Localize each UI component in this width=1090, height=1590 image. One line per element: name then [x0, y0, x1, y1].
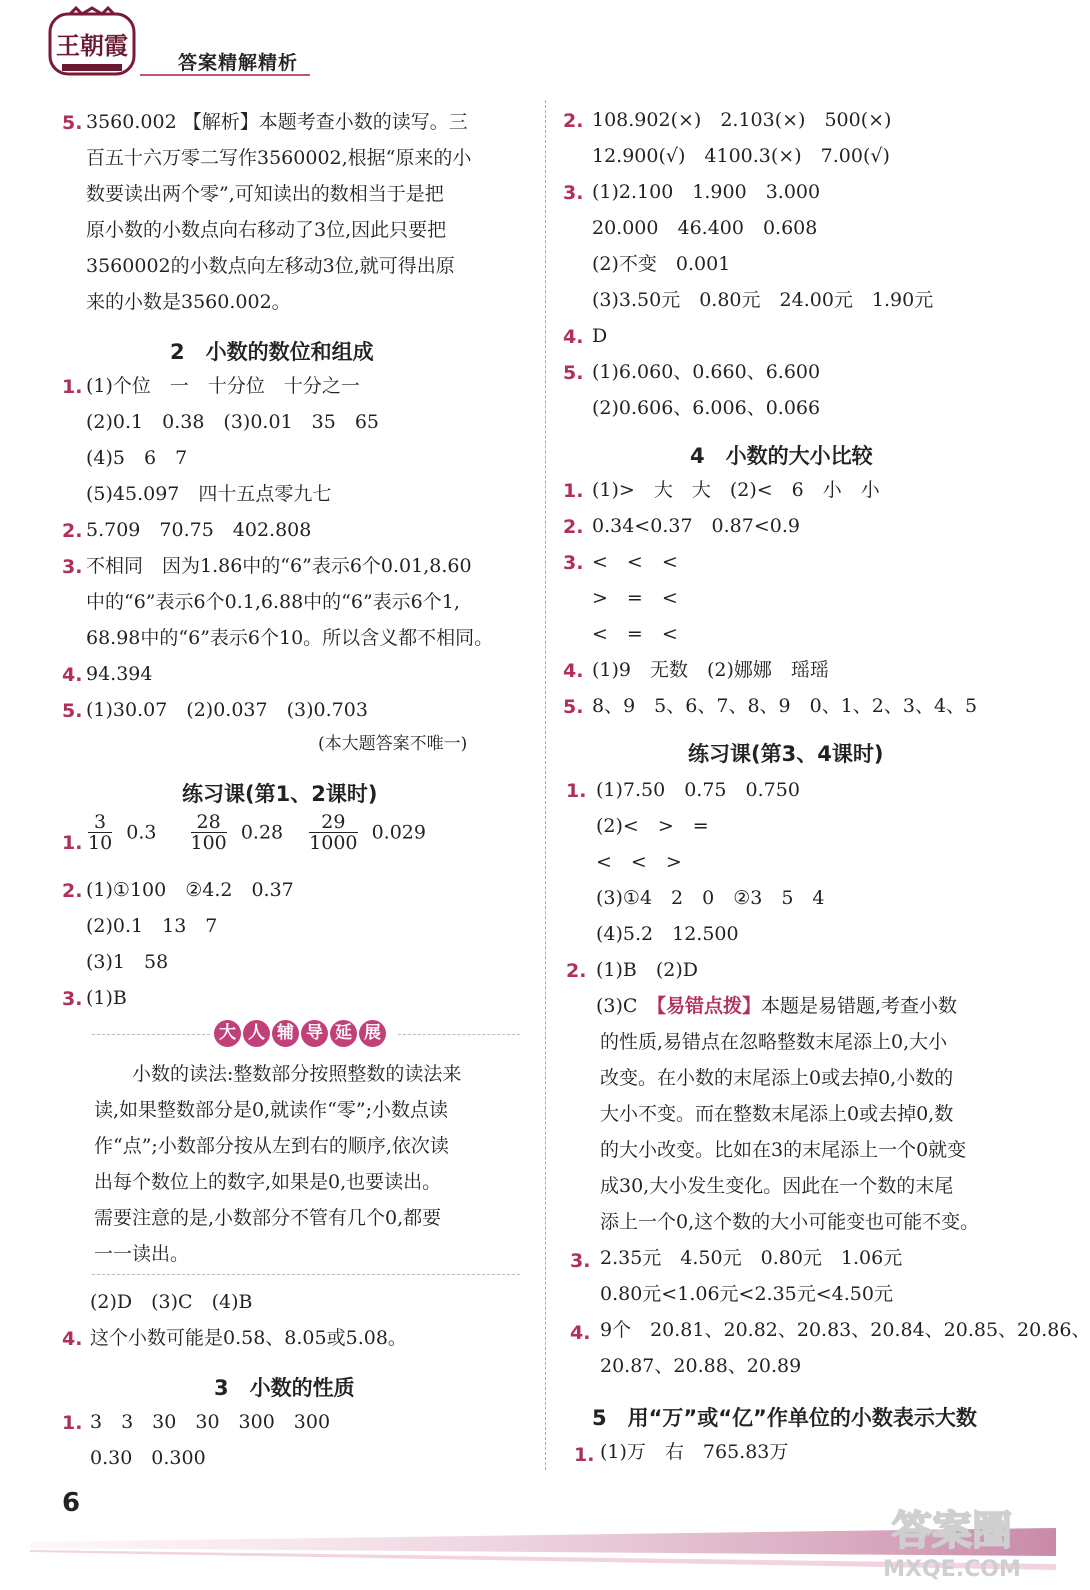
- answer-line: (1)B (2)D: [596, 959, 699, 981]
- answer-line: 原小数的小数点向右移动了3位,因此只要把: [86, 219, 447, 241]
- question-number: 2.: [62, 520, 83, 542]
- question-number: 3.: [62, 556, 83, 578]
- answer-line: (2)0.1 0.38 (3)0.01 35 65: [86, 411, 380, 433]
- publisher-logo: [48, 10, 136, 78]
- answer-text: 3560.002 【解析】本题考查小数的读写。三: [86, 111, 468, 133]
- watermark: [862, 1498, 1042, 1582]
- answer-line: > = <: [592, 587, 678, 609]
- answer-line: 百五十六万零二写作3560002,根据“原来的小: [86, 147, 472, 169]
- answer-line: 来的小数是3560.002。: [86, 291, 291, 313]
- answer-line: (1)万 右 765.83万: [600, 1441, 789, 1463]
- question-number: 2.: [566, 960, 587, 982]
- extension-text: 出每个数位上的数字,如果是0,也要读出。: [94, 1171, 442, 1193]
- question-number: 5.: [563, 696, 584, 718]
- answer-line: (3)1 58: [86, 951, 169, 973]
- answer-line: (1)B: [86, 987, 127, 1009]
- question-number: 3.: [570, 1250, 591, 1272]
- page-number: 6: [62, 1488, 81, 1518]
- question-number: 5.: [563, 362, 584, 384]
- divider: [398, 1034, 520, 1035]
- answer-line: (1)①100 ②4.2 0.37: [86, 879, 294, 901]
- banner-char: 导: [301, 1020, 328, 1047]
- answer-line: < < <: [592, 551, 678, 573]
- answer-line: 8、9 5、6、7、8、9 0、1、2、3、4、5: [592, 695, 978, 717]
- question-number: 5.: [62, 112, 83, 134]
- answer-line: 的性质,易错点在忽略整数末尾添上0,大小: [600, 1031, 948, 1053]
- answer-line: 20.87、20.88、20.89: [600, 1355, 802, 1377]
- banner-char: 展: [359, 1020, 386, 1047]
- question-number: 1.: [62, 376, 83, 398]
- question-number: 4.: [563, 326, 584, 348]
- extension-text: 需要注意的是,小数部分不管有几个0,都要: [94, 1207, 442, 1229]
- section-title: 2 小数的数位和组成: [170, 340, 374, 364]
- note-text: (本大题答案不唯一): [318, 734, 468, 754]
- answer-line: 5.709 70.75 402.808: [86, 519, 312, 541]
- svg-text:王朝霞: 王朝霞: [56, 31, 128, 60]
- extension-text: 一一读出。: [94, 1243, 190, 1265]
- section-title: 3 小数的性质: [214, 1376, 355, 1400]
- answer-line: 94.394: [86, 663, 153, 685]
- numerator: 29: [309, 812, 357, 833]
- answer-line: (1)个位 一 十分位 十分之一: [86, 375, 360, 397]
- numerator: 3: [88, 812, 112, 833]
- decimal-value: 0.3: [126, 821, 157, 844]
- page-header: [0, 0, 1056, 95]
- answer-line: 20.000 46.400 0.608: [592, 217, 818, 239]
- question-number: 1.: [566, 780, 587, 802]
- answer-line: (4)5 6 7: [86, 447, 188, 469]
- answer-line: (3)①4 2 0 ②3 5 4: [596, 887, 825, 909]
- answer-line: 添上一个0,这个数的大小可能变也可能不变。: [600, 1211, 980, 1233]
- answer-line: (1)> 大 大 (2)< 6 小 小: [592, 479, 880, 501]
- answer-line: < = <: [592, 623, 678, 645]
- header-title: 答案精解精析: [178, 52, 299, 74]
- question-number: 1.: [62, 832, 83, 854]
- extension-text: 小数的读法:整数部分按照整数的读法来: [94, 1063, 462, 1085]
- answer-line: 这个小数可能是0.58、8.05或5.08。: [90, 1327, 407, 1349]
- banner-char: 辅: [272, 1020, 299, 1047]
- answer-line: (1)9 无数 (2)娜娜 瑶瑶: [592, 659, 829, 681]
- question-number: 3.: [563, 552, 584, 574]
- answer-line: (1)2.100 1.900 3.000: [592, 181, 821, 203]
- answer-line: (3)3.50元 0.80元 24.00元 1.90元: [592, 289, 934, 311]
- banner-char: 人: [243, 1020, 270, 1047]
- decimal-value: 0.029: [371, 821, 426, 844]
- question-number: 2.: [563, 516, 584, 538]
- answer-line: D: [592, 325, 608, 347]
- answer-line: (2)不变 0.001: [592, 253, 731, 275]
- numerator: 28: [191, 812, 227, 833]
- extension-text: 作“点”;小数部分按从左到右的顺序,依次读: [94, 1135, 449, 1157]
- answer-line: < < >: [596, 851, 682, 873]
- answer-line: 0.80元<1.06元<2.35元<4.50元: [600, 1283, 893, 1305]
- fraction: [191, 812, 227, 853]
- answer-line: 0.34<0.37 0.87<0.9: [592, 515, 800, 537]
- svg-text:MXQE.COM: MXQE.COM: [883, 1557, 1021, 1582]
- section-title: 4 小数的大小比较: [690, 444, 873, 468]
- banner-char: 延: [330, 1020, 357, 1047]
- answer-text: (3)C: [596, 995, 657, 1017]
- answer-line: (1)30.07 (2)0.037 (3)0.703: [86, 699, 368, 721]
- answer-line: (4)5.2 12.500: [596, 923, 739, 945]
- answer-line: [596, 994, 1020, 1018]
- answer-line: 12.900(√) 4100.3(×) 7.00(√): [592, 145, 890, 167]
- tip-tag: 【易错点拨】: [656, 995, 761, 1017]
- answer-line: 9个 20.81、20.82、20.83、20.84、20.85、20.86、: [600, 1319, 1090, 1341]
- question-number: 1.: [574, 1444, 595, 1466]
- answer-line: 2.35元 4.50元 0.80元 1.06元: [600, 1247, 903, 1269]
- answer-line: (2)0.606、6.006、0.066: [592, 397, 821, 419]
- answer-line: 成30,大小发生变化。因此在一个数的末尾: [600, 1175, 954, 1197]
- question-number: 4.: [570, 1322, 591, 1344]
- denominator: 100: [190, 832, 227, 854]
- question-number: 4.: [62, 1328, 83, 1350]
- fraction: [88, 812, 112, 853]
- answer-line: (1)7.50 0.75 0.750: [596, 779, 800, 801]
- answer-line: 改变。在小数的末尾添上0或去掉0,小数的: [600, 1067, 954, 1089]
- section-title: 练习课(第1、2课时): [182, 782, 378, 806]
- answer-line: 3 3 30 30 300 300: [90, 1411, 331, 1433]
- answer-line: 0.30 0.300: [90, 1447, 206, 1469]
- fraction: [309, 812, 357, 853]
- column-divider: [545, 100, 546, 1470]
- divider: [92, 1034, 210, 1035]
- answer-line: 中的“6”表示6个0.1,6.88中的“6”表示6个1,: [86, 591, 460, 613]
- answer-line: 3560002的小数点向左移动3位,就可得出原: [86, 255, 455, 277]
- answer-line: (2)D (3)C (4)B: [90, 1291, 253, 1313]
- question-number: 3.: [62, 988, 83, 1010]
- answer-line: 108.902(×) 2.103(×) 500(×): [592, 109, 892, 131]
- answer-line: (2)0.1 13 7: [86, 915, 218, 937]
- answer-line: (2)< > =: [596, 815, 709, 837]
- divider: [92, 1274, 520, 1275]
- answer-line: 大小不变。而在整数末尾添上0或去掉0,数: [600, 1103, 954, 1125]
- question-number: 2.: [62, 880, 83, 902]
- denominator: 1000: [309, 832, 358, 854]
- answer-line: 不相同 因为1.86中的“6”表示6个0.01,8.60: [86, 555, 472, 577]
- decimal-value: 0.28: [240, 821, 284, 844]
- denominator: 10: [88, 832, 113, 854]
- question-number: 1.: [62, 1412, 83, 1434]
- answer-line: 68.98中的“6”表示6个10。所以含义都不相同。: [86, 627, 494, 649]
- question-number: 4.: [563, 660, 584, 682]
- answer-line: 数要读出两个零”,可知读出的数相当于是把: [86, 183, 444, 205]
- answer-text: 本题是易错题,考查小数: [760, 995, 958, 1017]
- answer-line: (5)45.097 四十五点零九七: [86, 483, 332, 505]
- answer-line: 的大小改变。比如在3的末尾添上一个0就变: [600, 1139, 967, 1161]
- banner-char: 大: [214, 1020, 241, 1047]
- question-number: 5.: [62, 700, 83, 722]
- svg-text:答案圈: 答案圈: [892, 1508, 1012, 1554]
- question-number: 1.: [563, 480, 584, 502]
- extension-banner: [214, 1020, 388, 1047]
- answer-line: [86, 110, 468, 134]
- section-title: 练习课(第3、4课时): [688, 742, 884, 766]
- question-number: 3.: [563, 182, 584, 204]
- fraction-answers: [80, 812, 426, 853]
- extension-text: 读,如果整数部分是0,就读作“零”;小数点读: [94, 1099, 448, 1121]
- section-title: 5 用“万”或“亿”作单位的小数表示大数: [592, 1406, 977, 1430]
- question-number: 2.: [563, 110, 584, 132]
- question-number: 4.: [62, 664, 83, 686]
- answer-line: (1)6.060、0.660、6.600: [592, 361, 821, 383]
